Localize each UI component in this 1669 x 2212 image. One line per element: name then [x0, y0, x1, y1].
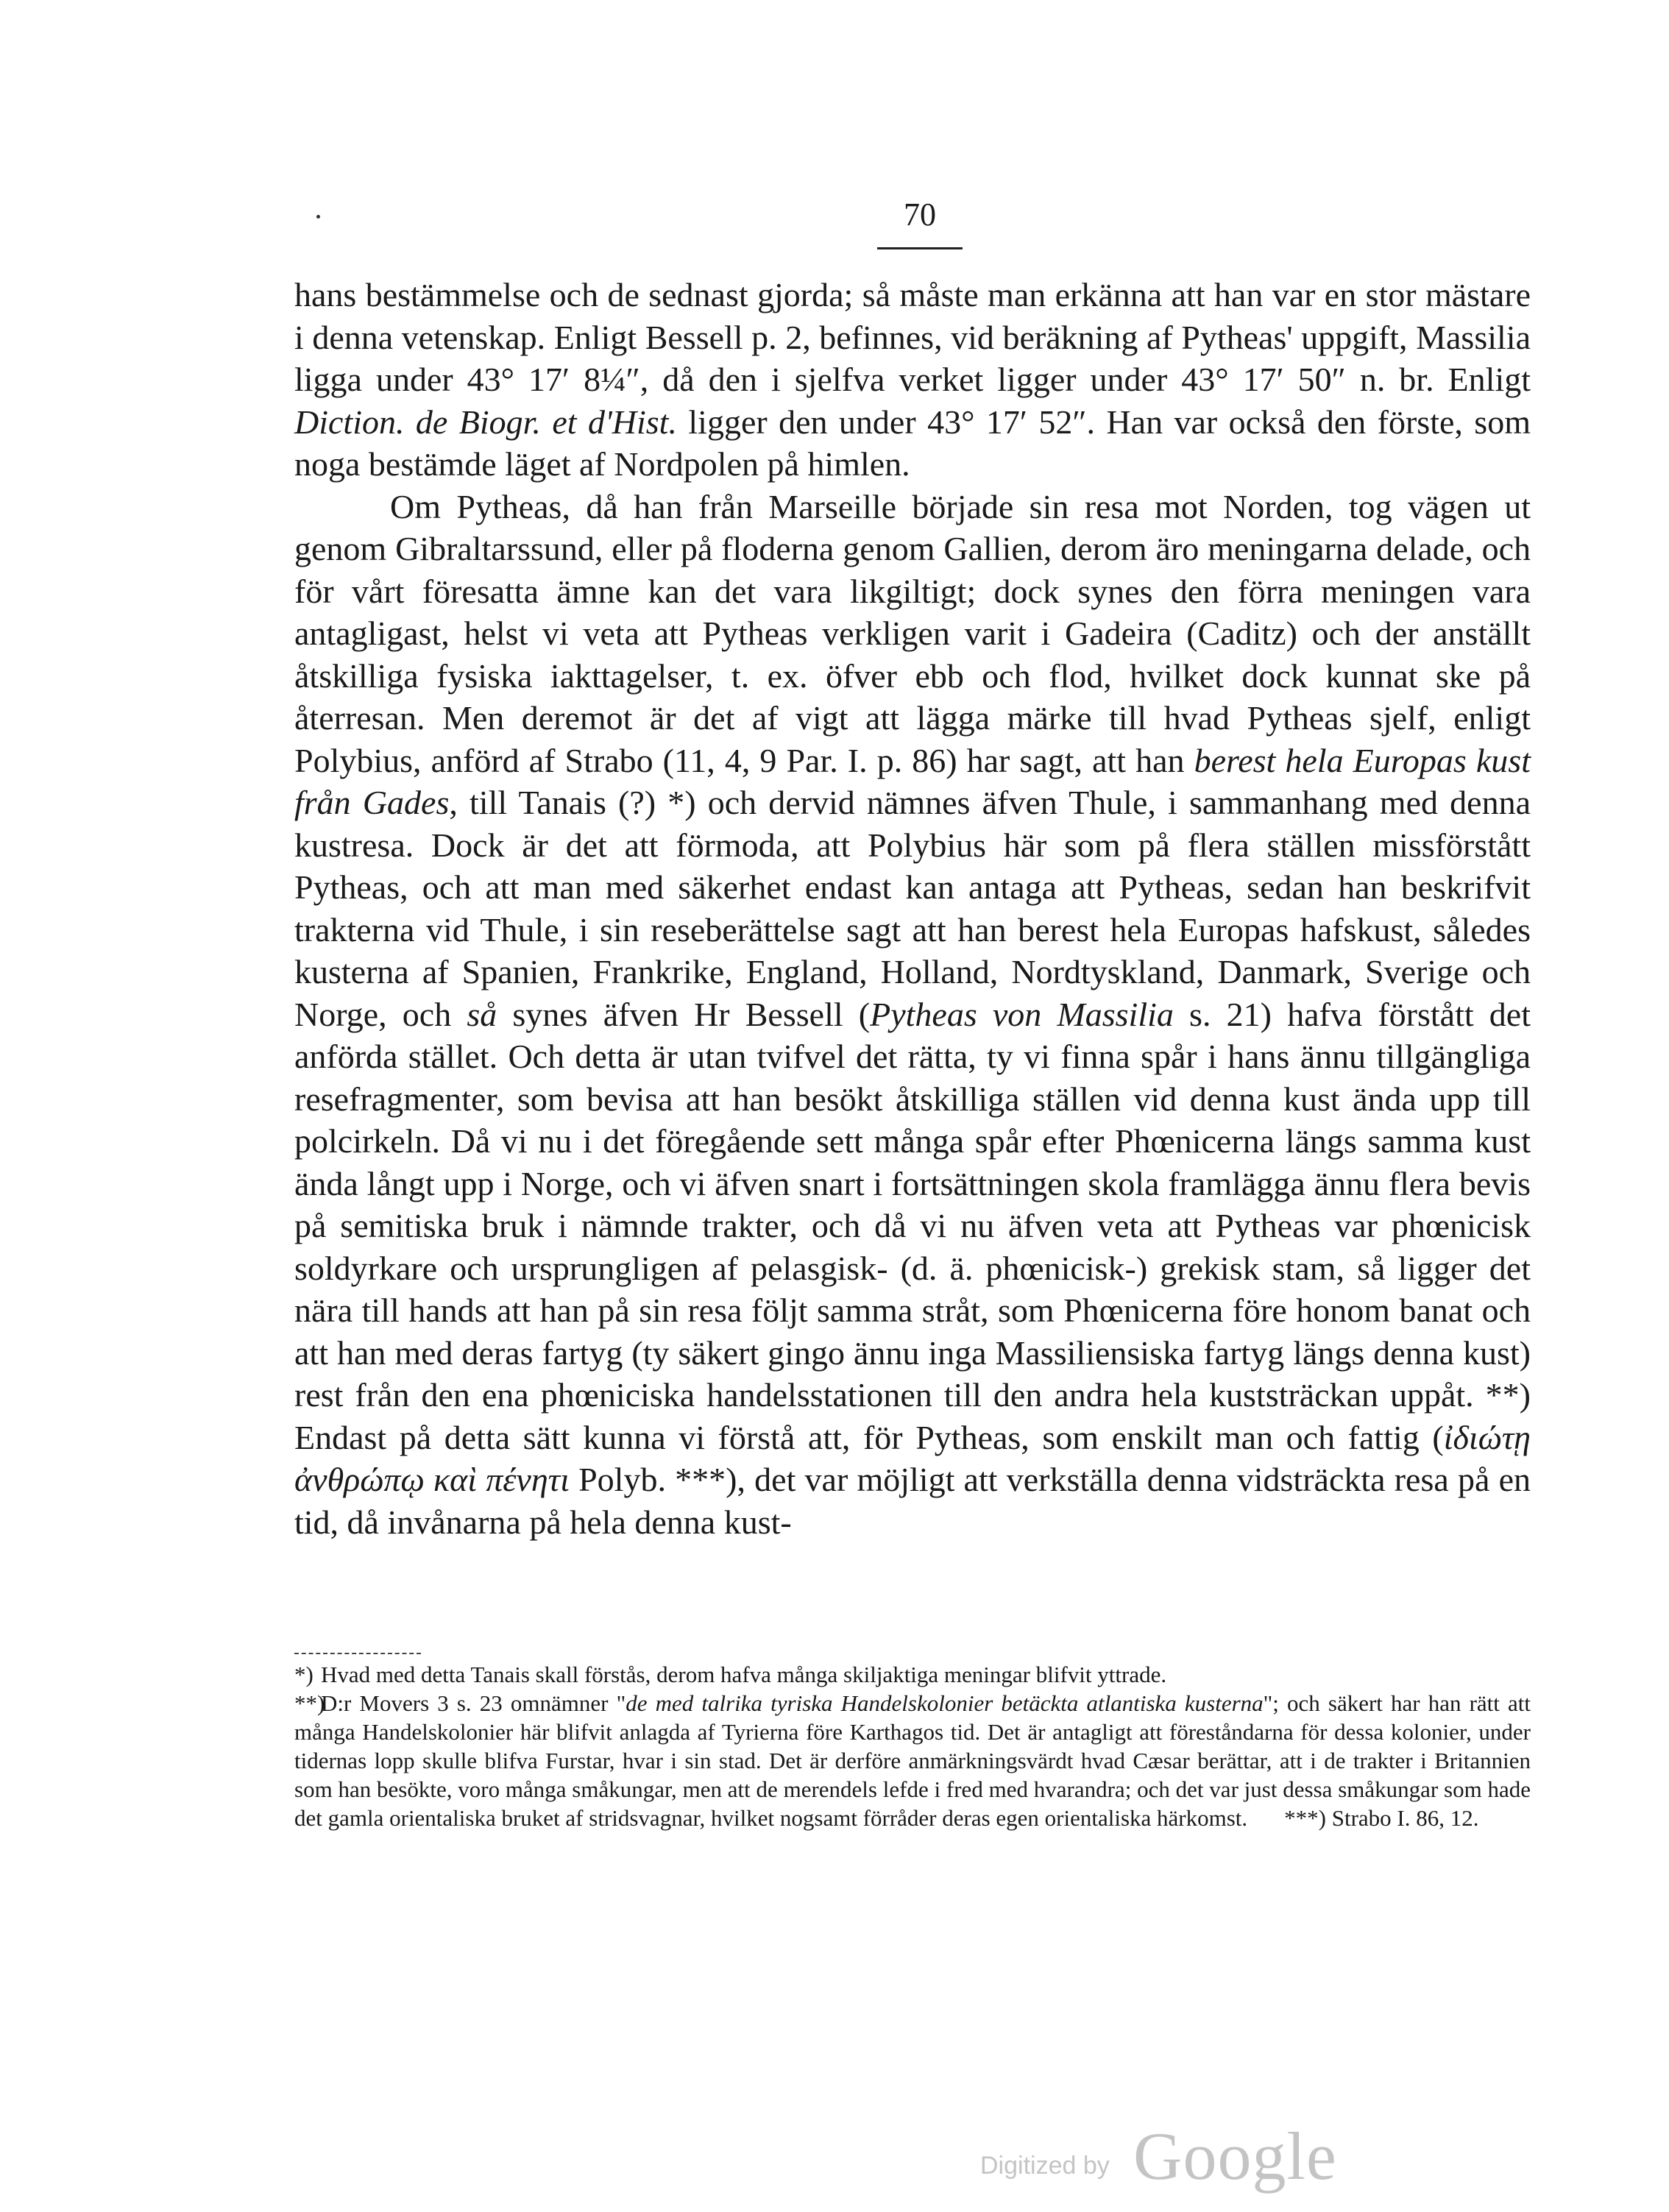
text-run: "; och säkert har han rätt att många Handelskolonier här blifvit anlagda af Tyrierna före Karthagos tid. Det är antagligt att föreståndarna för dessa kolonier, under tidernas lopp skulle blifva Furstar, hvar i sin stad. Det är derföre anmärkningsvärdt hvad Cæsar berättar, att i de trakter i Britannien som han besökte, voro många småkungar, men att de merendels lefde i fred med hvarandra; och det var just dessa småkungar som hade det gamla orientaliska bruket af stridsvagnar, hvilket nogsamt förråder deras egen orientaliska härkomst. — [294, 1690, 1531, 1831]
text-run: s. 21) hafva förstått det anförda stället. Och detta är utan tvifvel det rätta, ty vi finna spår i hans ännu tillgängliga resefragmenter, som bevisa att han besökt åtskilliga ställen vid denna kust ända upp till polcirkeln. Då vi nu i det föregående sett många spår efter Phœnicerna längs samma kust ända långt upp i Norge, och vi äfven snart i fortsättningen skola framlägga ännu flera bevis på semitiska bruk i nämnde trakter, och då vi nu äfven veta att Pytheas var phœnicisk soldyrkare och ursprungligen af pelasgisk- (d. ä. phœnicisk-) grekisk stam, så ligger det nära till hands att han på sin resa följt samma stråt, som Phœnicerna före honom banat och att han med deras fartyg (ty säkert gingo ännu inga Massiliensiska fartyg längs denna kust) rest från den ena phœniciska handelsstationen till den andra hela kuststräckan uppåt. **) Endast på detta sätt kunna vi förstå att, för Pytheas, som enskilt man och fattig ( — [294, 995, 1531, 1456]
google-logo: Google — [1133, 2119, 1337, 2194]
paragraph-1 — [294, 274, 1531, 486]
text-run: hans bestämmelse och de sednast gjorda; så måste man erkänna att han var en stor mästare i denna vetenskap. Enligt Bessell p. 2, befinnes, vid beräkning af Pytheas' uppgift, Massilia ligga under 43° 17′ 8¼″, då den i sjelfva verket ligger under 43° 17′ 50″ n. br. Enligt — [294, 276, 1531, 398]
page-number: 70 — [904, 196, 936, 233]
text-run: ligger den under 43° 17′ 52″. Han var också den förste, som noga bestämde läget af Nordpolen på himlen. — [294, 403, 1531, 483]
page-number-underline — [877, 247, 963, 249]
text-run: Polyb. ***), det var möjligt att verkställa denna vidsträckta resa på en tid, då invånarna på hela denna kust- — [294, 1461, 1531, 1541]
footnote-2 — [294, 1689, 1531, 1832]
text-run: Om Pytheas, då han från Marseille började sin resa mot Norden, tog vägen ut genom Gibraltarssund, eller på floderna genom Gallien, derom äro meningarna delade, och för vårt föresatta ämne kan det vara likgiltigt; dock synes den förra meningen vara antagligast, helst vi veta att Pytheas verkligen varit i Gadeira (Caditz) och der anställt åtskilliga fysiska iakttagelser, t. ex. öfver ebb och flod, hvilket dock kunnat ske på återresan. Men deremot är det af vigt att lägga märke till hvad Pytheas sjelf, enligt Polybius, anförd af Strabo (11, 4, 9 Par. I. p. 86) har sagt, att han — [294, 487, 1531, 779]
paragraph-2 — [294, 486, 1531, 1544]
main-text — [294, 274, 1531, 1543]
text-run: Hvad med detta Tanais skall förstås, derom hafva många skiljaktiga meningar blifvit yttrade. — [321, 1662, 1167, 1687]
text-run: , till Tanais (?) *) och dervid nämnes äfven Thule, i sammanhang med denna kustresa. Dock är det att förmoda, att Polybius här som på flera ställen missförstått Pytheas, och att man med säkerhet endast kan antaga att Pytheas, sedan han beskrifvit trakterna vid Thule, i sin reseberättelse sagt att han berest hela Europas hafskust, således kusterna af Spanien, Frankrike, England, Holland, Nordtyskland, Danmark, Sverige och Norge, och — [294, 784, 1531, 1033]
stray-dot-mark — [316, 215, 320, 219]
italic-text: berest hela Europas kust från Gades — [294, 741, 1531, 821]
footnote-marker: **) — [294, 1690, 325, 1716]
footnote-1 — [294, 1660, 1531, 1689]
italic-text: Pytheas von Massilia — [870, 995, 1174, 1033]
watermark-prefix: Digitized by — [980, 2152, 1110, 2180]
footnote-marker: ***) — [1284, 1805, 1332, 1831]
digitized-by-google-watermark — [980, 2121, 1392, 2194]
footnotes — [294, 1660, 1531, 1832]
text-run: D:r Movers 3 s. 23 omnämner " — [321, 1690, 626, 1716]
italic-text: de med talrika tyriska Handelskolonier betäckta atlantiska kusterna — [626, 1690, 1264, 1716]
footnote-3-text: Strabo I. 86, 12. — [1331, 1805, 1479, 1831]
italic-text: Diction. de Biogr. et d'Hist. — [294, 403, 677, 441]
text-run: synes äfven Hr Bessell ( — [497, 995, 871, 1033]
italic-text: så — [467, 995, 497, 1033]
footnote-separator — [294, 1653, 421, 1654]
footnote-marker: *) — [294, 1662, 313, 1687]
italic-text: ἰδιώτῃ ἀνθρώπῳ καὶ πένητι — [294, 1418, 1531, 1498]
